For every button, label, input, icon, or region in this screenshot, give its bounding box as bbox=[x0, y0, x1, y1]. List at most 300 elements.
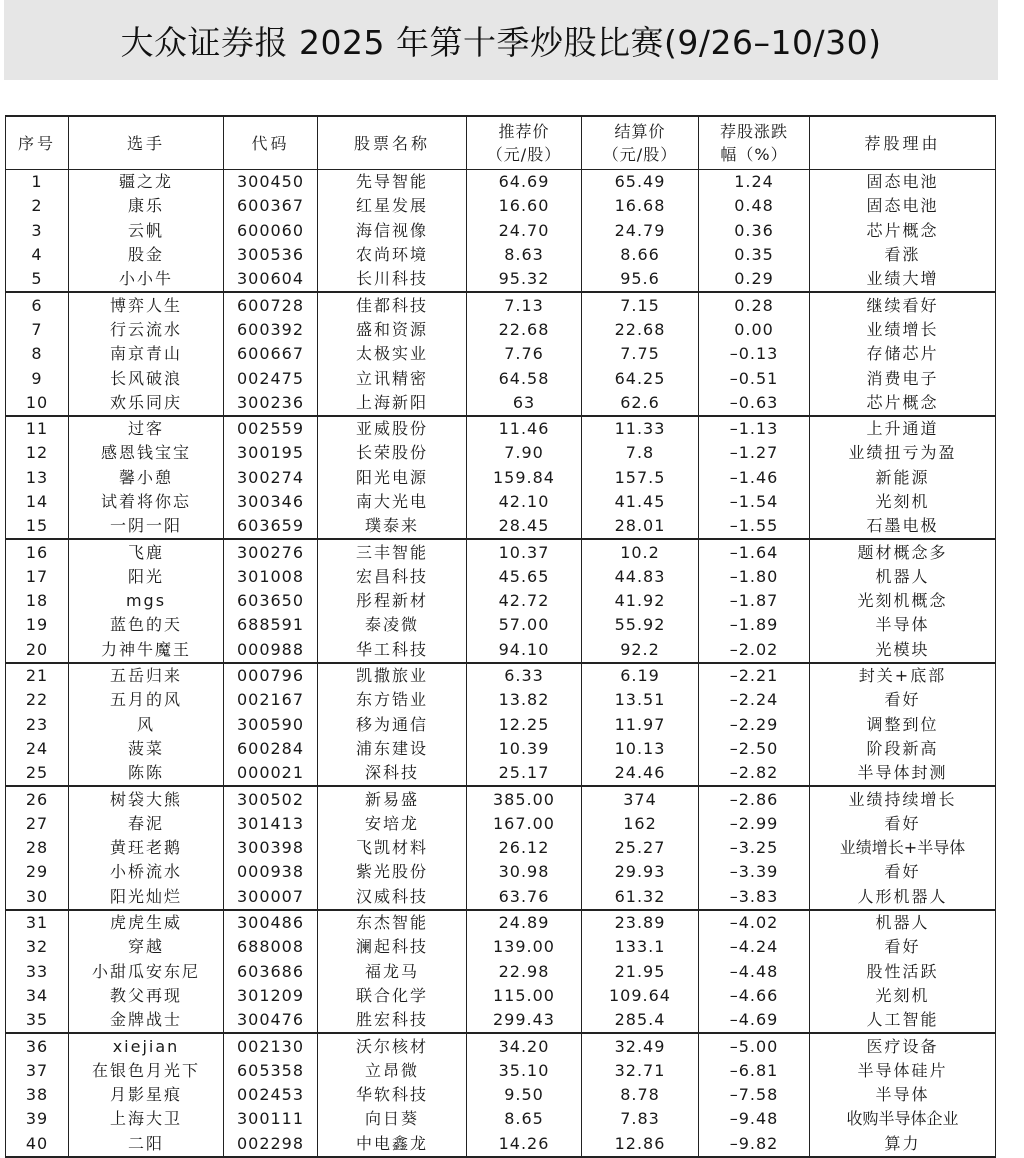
cell-settlement-price: 11.33 bbox=[582, 416, 699, 441]
cell-player: 虎虎生威 bbox=[69, 910, 224, 935]
cell-change: –0.13 bbox=[699, 342, 810, 366]
cell-code: 600060 bbox=[224, 219, 318, 243]
table-row bbox=[6, 514, 996, 539]
cell-code: 301413 bbox=[224, 812, 318, 836]
header-recommended-price-line1: 推荐价 bbox=[498, 122, 550, 141]
cell-change: –5.00 bbox=[699, 1033, 810, 1058]
cell-recommended-price: 12.25 bbox=[467, 713, 582, 737]
cell-change: –0.51 bbox=[699, 366, 810, 390]
cell-settlement-price: 8.66 bbox=[582, 243, 699, 267]
cell-change: –1.80 bbox=[699, 565, 810, 589]
cell-index: 26 bbox=[6, 786, 69, 811]
cell-settlement-price: 24.79 bbox=[582, 219, 699, 243]
cell-recommended-price: 6.33 bbox=[467, 663, 582, 688]
cell-code: 301008 bbox=[224, 565, 318, 589]
header-index: 序号 bbox=[6, 116, 69, 170]
table-row bbox=[6, 688, 996, 712]
cell-player: 南京青山 bbox=[69, 342, 224, 366]
cell-recommended-price: 159.84 bbox=[467, 466, 582, 490]
cell-change: 0.00 bbox=[699, 318, 810, 342]
cell-change: –9.48 bbox=[699, 1107, 810, 1131]
cell-settlement-price: 41.92 bbox=[582, 589, 699, 613]
cell-reason: 机器人 bbox=[810, 565, 996, 589]
header-recommended-price bbox=[467, 116, 582, 170]
cell-index: 33 bbox=[6, 960, 69, 984]
cell-change: –2.29 bbox=[699, 713, 810, 737]
cell-player: 云帆 bbox=[69, 219, 224, 243]
cell-stock-name: 安培龙 bbox=[318, 812, 467, 836]
cell-recommended-price: 167.00 bbox=[467, 812, 582, 836]
cell-change: –2.99 bbox=[699, 812, 810, 836]
table-row bbox=[6, 960, 996, 984]
cell-code: 300450 bbox=[224, 170, 318, 195]
cell-settlement-price: 10.2 bbox=[582, 539, 699, 564]
cell-stock-name: 南大光电 bbox=[318, 490, 467, 514]
cell-recommended-price: 63.76 bbox=[467, 885, 582, 910]
cell-code: 300486 bbox=[224, 910, 318, 935]
table-row bbox=[6, 391, 996, 416]
cell-change: –4.24 bbox=[699, 935, 810, 959]
cell-index: 25 bbox=[6, 761, 69, 786]
cell-recommended-price: 385.00 bbox=[467, 786, 582, 811]
cell-code: 000988 bbox=[224, 638, 318, 663]
cell-code: 002475 bbox=[224, 366, 318, 390]
table-row bbox=[6, 786, 996, 811]
cell-reason: 光模块 bbox=[810, 638, 996, 663]
cell-reason: 业绩扭亏为盈 bbox=[810, 441, 996, 465]
cell-reason: 收购半导体企业 bbox=[810, 1107, 996, 1131]
table-row bbox=[6, 737, 996, 761]
cell-settlement-price: 65.49 bbox=[582, 170, 699, 195]
cell-settlement-price: 24.46 bbox=[582, 761, 699, 786]
cell-code: 603650 bbox=[224, 589, 318, 613]
cell-change: –1.13 bbox=[699, 416, 810, 441]
cell-change: –3.25 bbox=[699, 836, 810, 860]
cell-settlement-price: 95.6 bbox=[582, 267, 699, 292]
cell-recommended-price: 35.10 bbox=[467, 1059, 582, 1083]
cell-settlement-price: 23.89 bbox=[582, 910, 699, 935]
table-row bbox=[6, 292, 996, 317]
table-row bbox=[6, 638, 996, 663]
cell-index: 23 bbox=[6, 713, 69, 737]
cell-recommended-price: 22.98 bbox=[467, 960, 582, 984]
cell-settlement-price: 22.68 bbox=[582, 318, 699, 342]
cell-settlement-price: 285.4 bbox=[582, 1008, 699, 1033]
cell-stock-name: 向日葵 bbox=[318, 1107, 467, 1131]
table-row bbox=[6, 1008, 996, 1033]
cell-reason: 光刻机 bbox=[810, 490, 996, 514]
cell-settlement-price: 28.01 bbox=[582, 514, 699, 539]
cell-stock-name: 汉威科技 bbox=[318, 885, 467, 910]
cell-recommended-price: 24.89 bbox=[467, 910, 582, 935]
cell-stock-name: 农尚环境 bbox=[318, 243, 467, 267]
cell-settlement-price: 10.13 bbox=[582, 737, 699, 761]
cell-reason: 石墨电极 bbox=[810, 514, 996, 539]
cell-player: 月影星痕 bbox=[69, 1083, 224, 1107]
header-code: 代码 bbox=[224, 116, 318, 170]
cell-index: 6 bbox=[6, 292, 69, 317]
cell-reason: 半导体封测 bbox=[810, 761, 996, 786]
cell-reason: 业绩大增 bbox=[810, 267, 996, 292]
cell-player: 穿越 bbox=[69, 935, 224, 959]
cell-change: –4.02 bbox=[699, 910, 810, 935]
cell-recommended-price: 57.00 bbox=[467, 613, 582, 637]
table-row bbox=[6, 761, 996, 786]
cell-player: 博弈人生 bbox=[69, 292, 224, 317]
cell-settlement-price: 32.49 bbox=[582, 1033, 699, 1058]
cell-stock-name: 先导智能 bbox=[318, 170, 467, 195]
cell-reason: 人工智能 bbox=[810, 1008, 996, 1033]
cell-player: 小小牛 bbox=[69, 267, 224, 292]
cell-stock-name: 红星发展 bbox=[318, 194, 467, 218]
cell-change: –3.83 bbox=[699, 885, 810, 910]
cell-code: 688591 bbox=[224, 613, 318, 637]
cell-reason: 半导体硅片 bbox=[810, 1059, 996, 1083]
cell-reason: 调整到位 bbox=[810, 713, 996, 737]
cell-code: 600728 bbox=[224, 292, 318, 317]
cell-player: 二阳 bbox=[69, 1132, 224, 1157]
cell-code: 300276 bbox=[224, 539, 318, 564]
cell-change: –0.63 bbox=[699, 391, 810, 416]
table-row bbox=[6, 713, 996, 737]
cell-index: 40 bbox=[6, 1132, 69, 1157]
header-settlement-price-line1: 结算价 bbox=[614, 122, 666, 141]
cell-change: –2.86 bbox=[699, 786, 810, 811]
table-row bbox=[6, 1107, 996, 1131]
cell-settlement-price: 62.6 bbox=[582, 391, 699, 416]
cell-change: 0.48 bbox=[699, 194, 810, 218]
cell-stock-name: 三丰智能 bbox=[318, 539, 467, 564]
cell-code: 300502 bbox=[224, 786, 318, 811]
cell-code: 000796 bbox=[224, 663, 318, 688]
cell-player: 五月的风 bbox=[69, 688, 224, 712]
cell-change: –1.54 bbox=[699, 490, 810, 514]
cell-player: xiejian bbox=[69, 1033, 224, 1058]
cell-index: 2 bbox=[6, 194, 69, 218]
cell-code: 300536 bbox=[224, 243, 318, 267]
cell-player: 过客 bbox=[69, 416, 224, 441]
cell-change: 0.29 bbox=[699, 267, 810, 292]
cell-index: 16 bbox=[6, 539, 69, 564]
cell-settlement-price: 41.45 bbox=[582, 490, 699, 514]
cell-settlement-price: 25.27 bbox=[582, 836, 699, 860]
cell-index: 37 bbox=[6, 1059, 69, 1083]
cell-index: 7 bbox=[6, 318, 69, 342]
cell-settlement-price: 11.97 bbox=[582, 713, 699, 737]
cell-player: 陈陈 bbox=[69, 761, 224, 786]
cell-index: 5 bbox=[6, 267, 69, 292]
cell-stock-name: 飞凯材料 bbox=[318, 836, 467, 860]
table-row bbox=[6, 441, 996, 465]
cell-stock-name: 紫光股份 bbox=[318, 860, 467, 884]
cell-recommended-price: 13.82 bbox=[467, 688, 582, 712]
cell-change: –1.46 bbox=[699, 466, 810, 490]
table-row bbox=[6, 1033, 996, 1058]
cell-code: 600367 bbox=[224, 194, 318, 218]
cell-recommended-price: 34.20 bbox=[467, 1033, 582, 1058]
cell-recommended-price: 28.45 bbox=[467, 514, 582, 539]
cell-player: 菠菜 bbox=[69, 737, 224, 761]
cell-change: –9.82 bbox=[699, 1132, 810, 1157]
cell-reason: 算力 bbox=[810, 1132, 996, 1157]
table-row bbox=[6, 1059, 996, 1083]
cell-reason: 看好 bbox=[810, 812, 996, 836]
table-row bbox=[6, 836, 996, 860]
cell-recommended-price: 24.70 bbox=[467, 219, 582, 243]
cell-index: 29 bbox=[6, 860, 69, 884]
results-table bbox=[5, 115, 996, 1158]
cell-stock-name: 浦东建设 bbox=[318, 737, 467, 761]
cell-recommended-price: 25.17 bbox=[467, 761, 582, 786]
cell-player: 欢乐同庆 bbox=[69, 391, 224, 416]
cell-code: 300346 bbox=[224, 490, 318, 514]
header-reason: 荐股理由 bbox=[810, 116, 996, 170]
table-row bbox=[6, 565, 996, 589]
cell-index: 30 bbox=[6, 885, 69, 910]
table-body bbox=[6, 170, 996, 1157]
cell-code: 300398 bbox=[224, 836, 318, 860]
table-row bbox=[6, 910, 996, 935]
cell-stock-name: 宏昌科技 bbox=[318, 565, 467, 589]
cell-recommended-price: 42.72 bbox=[467, 589, 582, 613]
table-row bbox=[6, 243, 996, 267]
cell-index: 9 bbox=[6, 366, 69, 390]
table-row bbox=[6, 613, 996, 637]
table-row bbox=[6, 219, 996, 243]
header-recommended-price-line2: （元/股） bbox=[486, 145, 562, 164]
cell-reason: 继续看好 bbox=[810, 292, 996, 317]
table-row bbox=[6, 663, 996, 688]
cell-settlement-price: 133.1 bbox=[582, 935, 699, 959]
cell-recommended-price: 10.39 bbox=[467, 737, 582, 761]
cell-reason: 人形机器人 bbox=[810, 885, 996, 910]
cell-stock-name: 联合化学 bbox=[318, 984, 467, 1008]
cell-recommended-price: 94.10 bbox=[467, 638, 582, 663]
cell-recommended-price: 7.90 bbox=[467, 441, 582, 465]
cell-code: 002130 bbox=[224, 1033, 318, 1058]
cell-stock-name: 华软科技 bbox=[318, 1083, 467, 1107]
cell-index: 14 bbox=[6, 490, 69, 514]
cell-player: 风 bbox=[69, 713, 224, 737]
cell-player: 馨小憩 bbox=[69, 466, 224, 490]
cell-index: 17 bbox=[6, 565, 69, 589]
cell-change: 0.36 bbox=[699, 219, 810, 243]
cell-reason: 业绩持续增长 bbox=[810, 786, 996, 811]
cell-stock-name: 盛和资源 bbox=[318, 318, 467, 342]
cell-index: 21 bbox=[6, 663, 69, 688]
header-player: 选手 bbox=[69, 116, 224, 170]
cell-player: 力神牛魔王 bbox=[69, 638, 224, 663]
cell-settlement-price: 29.93 bbox=[582, 860, 699, 884]
cell-reason: 机器人 bbox=[810, 910, 996, 935]
cell-stock-name: 新易盛 bbox=[318, 786, 467, 811]
cell-reason: 上升通道 bbox=[810, 416, 996, 441]
table-row bbox=[6, 194, 996, 218]
cell-settlement-price: 44.83 bbox=[582, 565, 699, 589]
cell-stock-name: 泰凌微 bbox=[318, 613, 467, 637]
cell-player: 五岳归来 bbox=[69, 663, 224, 688]
cell-settlement-price: 92.2 bbox=[582, 638, 699, 663]
cell-reason: 消费电子 bbox=[810, 366, 996, 390]
table-row bbox=[6, 1083, 996, 1107]
cell-settlement-price: 7.8 bbox=[582, 441, 699, 465]
cell-player: 试着将你忘 bbox=[69, 490, 224, 514]
cell-stock-name: 太极实业 bbox=[318, 342, 467, 366]
cell-code: 300604 bbox=[224, 267, 318, 292]
cell-stock-name: 福龙马 bbox=[318, 960, 467, 984]
cell-change: –2.50 bbox=[699, 737, 810, 761]
cell-settlement-price: 7.75 bbox=[582, 342, 699, 366]
cell-change: –1.87 bbox=[699, 589, 810, 613]
table-row bbox=[6, 342, 996, 366]
cell-code: 600284 bbox=[224, 737, 318, 761]
cell-index: 35 bbox=[6, 1008, 69, 1033]
cell-settlement-price: 12.86 bbox=[582, 1132, 699, 1157]
cell-index: 18 bbox=[6, 589, 69, 613]
cell-stock-name: 上海新阳 bbox=[318, 391, 467, 416]
cell-change: –2.24 bbox=[699, 688, 810, 712]
cell-reason: 半导体 bbox=[810, 1083, 996, 1107]
cell-player: 飞鹿 bbox=[69, 539, 224, 564]
cell-index: 10 bbox=[6, 391, 69, 416]
cell-stock-name: 璞泰来 bbox=[318, 514, 467, 539]
cell-index: 31 bbox=[6, 910, 69, 935]
cell-player: 股金 bbox=[69, 243, 224, 267]
cell-stock-name: 华工科技 bbox=[318, 638, 467, 663]
cell-recommended-price: 26.12 bbox=[467, 836, 582, 860]
cell-change: –4.69 bbox=[699, 1008, 810, 1033]
cell-stock-name: 立昂微 bbox=[318, 1059, 467, 1083]
cell-code: 301209 bbox=[224, 984, 318, 1008]
cell-code: 300111 bbox=[224, 1107, 318, 1131]
cell-code: 688008 bbox=[224, 935, 318, 959]
cell-settlement-price: 16.68 bbox=[582, 194, 699, 218]
cell-code: 300236 bbox=[224, 391, 318, 416]
cell-index: 36 bbox=[6, 1033, 69, 1058]
cell-code: 300007 bbox=[224, 885, 318, 910]
cell-code: 600667 bbox=[224, 342, 318, 366]
header-change-line1: 荐股涨跌 bbox=[719, 122, 788, 141]
cell-settlement-price: 21.95 bbox=[582, 960, 699, 984]
header-change-line2: 幅（%） bbox=[720, 145, 788, 164]
cell-code: 603686 bbox=[224, 960, 318, 984]
cell-code: 000021 bbox=[224, 761, 318, 786]
cell-stock-name: 沃尔核材 bbox=[318, 1033, 467, 1058]
cell-player: 小甜瓜安东尼 bbox=[69, 960, 224, 984]
cell-recommended-price: 8.63 bbox=[467, 243, 582, 267]
cell-recommended-price: 10.37 bbox=[467, 539, 582, 564]
cell-recommended-price: 63 bbox=[467, 391, 582, 416]
cell-index: 11 bbox=[6, 416, 69, 441]
header-settlement-price-line2: （元/股） bbox=[602, 145, 678, 164]
table-row bbox=[6, 416, 996, 441]
cell-settlement-price: 8.78 bbox=[582, 1083, 699, 1107]
table-row bbox=[6, 318, 996, 342]
table-row bbox=[6, 490, 996, 514]
table-header bbox=[6, 116, 996, 170]
cell-reason: 业绩增长+半导体 bbox=[810, 836, 996, 860]
table-row bbox=[6, 267, 996, 292]
cell-settlement-price: 109.64 bbox=[582, 984, 699, 1008]
cell-reason: 看好 bbox=[810, 860, 996, 884]
cell-stock-name: 深科技 bbox=[318, 761, 467, 786]
cell-recommended-price: 7.76 bbox=[467, 342, 582, 366]
cell-change: –1.64 bbox=[699, 539, 810, 564]
cell-reason: 看好 bbox=[810, 935, 996, 959]
cell-recommended-price: 16.60 bbox=[467, 194, 582, 218]
cell-settlement-price: 374 bbox=[582, 786, 699, 811]
cell-index: 20 bbox=[6, 638, 69, 663]
cell-stock-name: 佳都科技 bbox=[318, 292, 467, 317]
cell-reason: 题材概念多 bbox=[810, 539, 996, 564]
cell-reason: 阶段新高 bbox=[810, 737, 996, 761]
header-stock-name: 股票名称 bbox=[318, 116, 467, 170]
cell-player: 在银色月光下 bbox=[69, 1059, 224, 1083]
cell-recommended-price: 95.32 bbox=[467, 267, 582, 292]
cell-recommended-price: 64.58 bbox=[467, 366, 582, 390]
cell-settlement-price: 6.19 bbox=[582, 663, 699, 688]
cell-reason: 新能源 bbox=[810, 466, 996, 490]
table-row bbox=[6, 885, 996, 910]
cell-player: 黄玨老鹅 bbox=[69, 836, 224, 860]
table-row bbox=[6, 935, 996, 959]
cell-change: –1.55 bbox=[699, 514, 810, 539]
cell-index: 8 bbox=[6, 342, 69, 366]
cell-settlement-price: 162 bbox=[582, 812, 699, 836]
cell-stock-name: 长荣股份 bbox=[318, 441, 467, 465]
cell-reason: 医疗设备 bbox=[810, 1033, 996, 1058]
cell-settlement-price: 55.92 bbox=[582, 613, 699, 637]
cell-change: –4.66 bbox=[699, 984, 810, 1008]
header-settlement-price bbox=[582, 116, 699, 170]
cell-player: mgs bbox=[69, 589, 224, 613]
cell-code: 002559 bbox=[224, 416, 318, 441]
cell-index: 1 bbox=[6, 170, 69, 195]
cell-code: 002167 bbox=[224, 688, 318, 712]
cell-code: 300590 bbox=[224, 713, 318, 737]
cell-change: –6.81 bbox=[699, 1059, 810, 1083]
cell-stock-name: 海信视像 bbox=[318, 219, 467, 243]
cell-recommended-price: 115.00 bbox=[467, 984, 582, 1008]
cell-code: 605358 bbox=[224, 1059, 318, 1083]
cell-index: 34 bbox=[6, 984, 69, 1008]
cell-settlement-price: 157.5 bbox=[582, 466, 699, 490]
cell-recommended-price: 42.10 bbox=[467, 490, 582, 514]
cell-player: 疆之龙 bbox=[69, 170, 224, 195]
cell-recommended-price: 14.26 bbox=[467, 1132, 582, 1157]
cell-stock-name: 长川科技 bbox=[318, 267, 467, 292]
cell-index: 32 bbox=[6, 935, 69, 959]
table-row bbox=[6, 812, 996, 836]
cell-player: 阳光灿烂 bbox=[69, 885, 224, 910]
cell-index: 4 bbox=[6, 243, 69, 267]
cell-stock-name: 东杰智能 bbox=[318, 910, 467, 935]
title-banner bbox=[4, 0, 998, 80]
table-row bbox=[6, 1132, 996, 1157]
cell-index: 3 bbox=[6, 219, 69, 243]
cell-change: –1.89 bbox=[699, 613, 810, 637]
cell-reason: 芯片概念 bbox=[810, 391, 996, 416]
cell-change: –3.39 bbox=[699, 860, 810, 884]
cell-change: –2.02 bbox=[699, 638, 810, 663]
cell-player: 康乐 bbox=[69, 194, 224, 218]
cell-reason: 股性活跃 bbox=[810, 960, 996, 984]
cell-settlement-price: 32.71 bbox=[582, 1059, 699, 1083]
cell-player: 阳光 bbox=[69, 565, 224, 589]
cell-reason: 封关+底部 bbox=[810, 663, 996, 688]
cell-stock-name: 凯撒旅业 bbox=[318, 663, 467, 688]
table-row bbox=[6, 366, 996, 390]
